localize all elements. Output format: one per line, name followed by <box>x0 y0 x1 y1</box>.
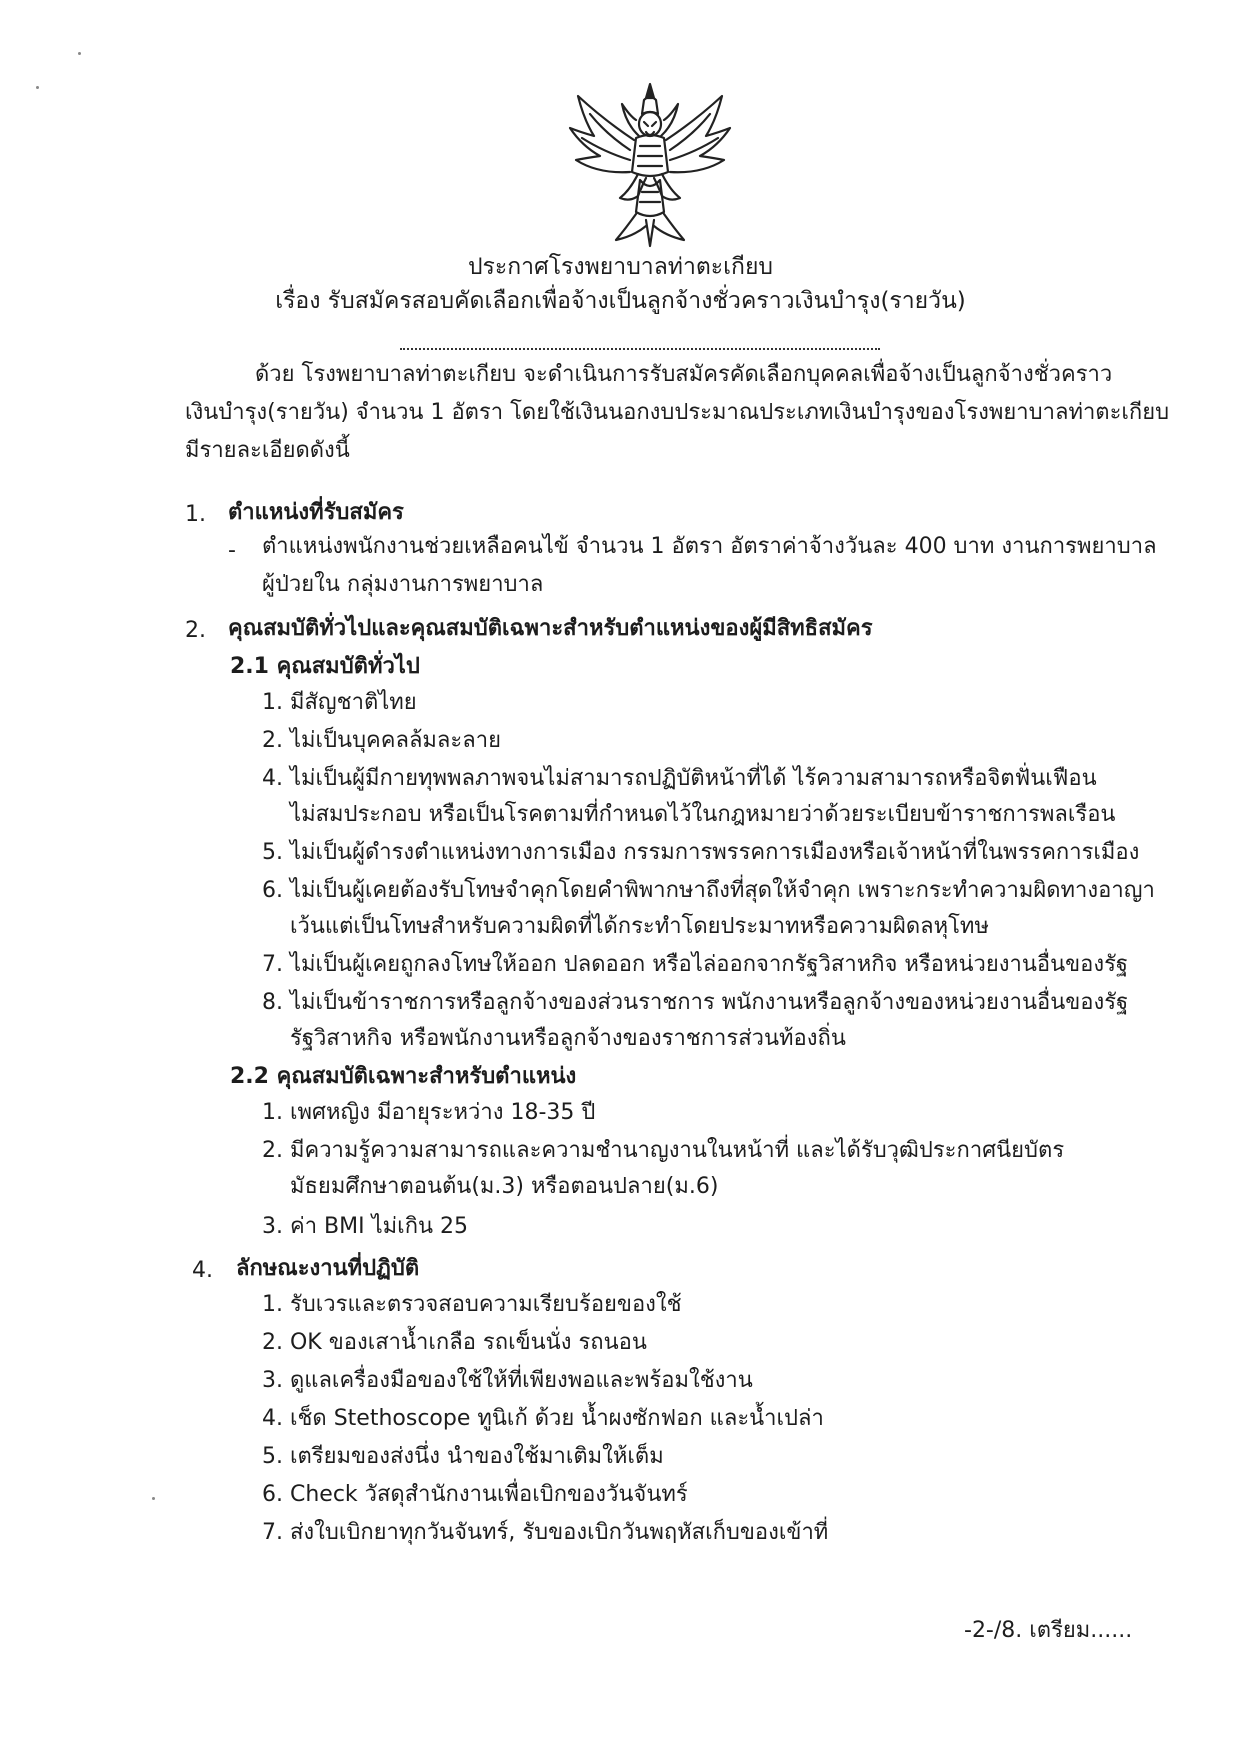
subsection-heading: 2.2 คุณสมบัติเฉพาะสำหรับตำแหน่ง <box>230 1064 577 1089</box>
section-text: ผู้ป่วยใน กลุ่มงานการพยาบาล <box>262 572 544 597</box>
list-item: 2. มีความรู้ความสามารถและความชำนาญงานในหน้าที่ และได้รับวุฒิประกาศนียบัตร <box>262 1138 1065 1163</box>
list-item: 4. ไม่เป็นผู้มีกายทุพพลภาพจนไม่สามารถปฏิบัติหน้าที่ได้ ไร้ความสามารถหรือจิตฟั่นเฟือน <box>262 766 1097 791</box>
section-heading: ลักษณะงานที่ปฏิบัติ <box>236 1256 420 1281</box>
list-item: 1. รับเวรและตรวจสอบความเรียบร้อยของใช้ <box>262 1292 682 1317</box>
list-item-continuation: เว้นแต่เป็นโทษสำหรับความผิดที่ได้กระทำโดยประมาทหรือความผิดลหุโทษ <box>290 914 989 939</box>
dotted-divider <box>400 348 880 350</box>
list-item: 4. เช็ด Stethoscope ทูนิเก้ ด้วย น้ำผงซักฟอก และน้ำเปล่า <box>262 1406 824 1431</box>
list-item: 7. ส่งใบเบิกยาทุกวันจันทร์, รับของเบิกวันพฤหัสเก็บของเข้าที่ <box>262 1520 829 1545</box>
intro-line: มีรายละเอียดดังนี้ <box>185 438 350 463</box>
intro-line: ด้วย โรงพยาบาลท่าตะเกียบ จะดำเนินการรับสมัครคัดเลือกบุคคลเพื่อจ้างเป็นลูกจ้างชั่วคราว <box>255 362 1113 387</box>
list-item-continuation: มัธยมศึกษาตอนต้น(ม.3) หรือตอนปลาย(ม.6) <box>290 1174 719 1199</box>
list-item: 3. ดูแลเครื่องมือของใช้ให้ที่เพียงพอและพร้อมใช้งาน <box>262 1368 753 1393</box>
garuda-emblem-icon <box>560 80 740 250</box>
list-item-continuation: ไม่สมประกอบ หรือเป็นโรคตามที่กำหนดไว้ในกฎหมายว่าด้วยระเบียบข้าราชการพลเรือน <box>290 802 1116 827</box>
scan-speck <box>78 52 81 55</box>
section-number: 1. <box>185 502 206 527</box>
list-item: 5. เตรียมของส่งนึ่ง นำของใช้มาเติมให้เต็ม <box>262 1444 664 1469</box>
list-item: 3. ค่า BMI ไม่เกิน 25 <box>262 1214 469 1239</box>
section-number: 2. <box>185 618 206 643</box>
scan-speck <box>152 1497 155 1500</box>
list-item-continuation: รัฐวิสาหกิจ หรือพนักงานหรือลูกจ้างของราชการส่วนท้องถิ่น <box>290 1026 846 1051</box>
list-item: 8. ไม่เป็นข้าราชการหรือลูกจ้างของส่วนราชการ พนักงานหรือลูกจ้างของหน่วยงานอื่นของรัฐ <box>262 990 1129 1015</box>
page-continuation: -2-/8. เตรียม...... <box>964 1618 1133 1643</box>
subsection-heading: 2.1 คุณสมบัติทั่วไป <box>230 654 420 679</box>
list-item: 1. มีสัญชาติไทย <box>262 690 417 715</box>
list-item: 2. ไม่เป็นบุคคลล้มละลาย <box>262 728 501 753</box>
list-dash: - <box>228 538 236 563</box>
section-heading: คุณสมบัติทั่วไปและคุณสมบัติเฉพาะสำหรับตำแหน่งของผู้มีสิทธิสมัคร <box>228 616 873 641</box>
announcement-subject: เรื่อง รับสมัครสอบคัดเลือกเพื่อจ้างเป็นลูกจ้างชั่วคราวเงินบำรุง(รายวัน) <box>275 288 966 314</box>
list-item: 6. Check วัสดุสำนักงานเพื่อเบิกของวันจันทร์ <box>262 1482 688 1507</box>
intro-line: เงินบำรุง(รายวัน) จำนวน 1 อัตรา โดยใช้เงินนอกงบประมาณประเภทเงินบำรุงของโรงพยาบาลท่าตะเกียบ <box>185 400 1170 425</box>
section-number: 4. <box>192 1258 213 1283</box>
list-item: 1. เพศหญิง มีอายุระหว่าง 18-35 ปี <box>262 1100 596 1125</box>
section-heading: ตำแหน่งที่รับสมัคร <box>228 500 404 525</box>
list-item: 2. OK ของเสาน้ำเกลือ รถเข็นนั่ง รถนอน <box>262 1330 647 1355</box>
list-item: 6. ไม่เป็นผู้เคยต้องรับโทษจำคุกโดยคำพิพากษาถึงที่สุดให้จำคุก เพราะกระทำความผิดทางอาญา <box>262 878 1155 903</box>
scan-speck <box>36 86 39 89</box>
list-item: 7. ไม่เป็นผู้เคยถูกลงโทษให้ออก ปลดออก หรือไล่ออกจากรัฐวิสาหกิจ หรือหน่วยงานอื่นของรัฐ <box>262 952 1129 977</box>
section-text: ตำแหน่งพนักงานช่วยเหลือคนไข้ จำนวน 1 อัตรา อัตราค่าจ้างวันละ 400 บาท งานการพยาบาล <box>262 534 1157 559</box>
announcement-title: ประกาศโรงพยาบาลท่าตะเกียบ <box>467 254 774 280</box>
list-item: 5. ไม่เป็นผู้ดำรงตำแหน่งทางการเมือง กรรมการพรรคการเมืองหรือเจ้าหน้าที่ในพรรคการเมือง <box>262 840 1140 865</box>
